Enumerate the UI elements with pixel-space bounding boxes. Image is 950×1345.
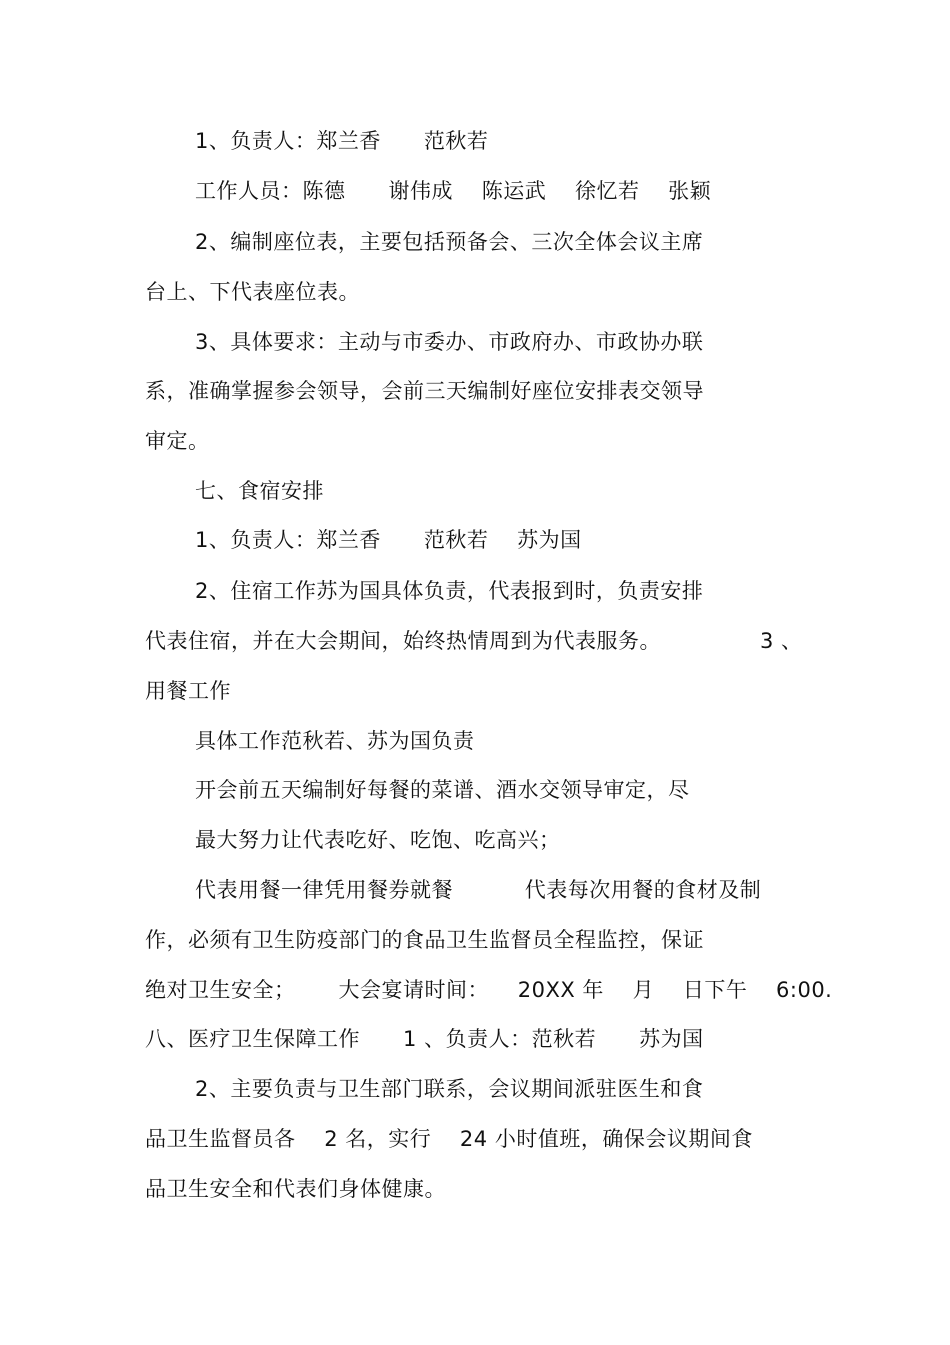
- text-line: 1、负责人：郑兰香 范秋若: [195, 129, 489, 153]
- text-line: 系，准确掌握参会领导，会前三天编制好座位安排表交领导: [145, 379, 704, 403]
- text-line: 具体工作范秋若、苏为国负责: [195, 729, 475, 753]
- text-line: 代表住宿，并在大会期间，始终热情周到为代表服务。: [145, 629, 661, 653]
- text-line: 品卫生监督员各 2 名，实行 24 小时值班，确保会议期间食: [145, 1127, 753, 1151]
- text-line: 最大努力让代表吃好、吃饱、吃高兴；: [195, 828, 561, 852]
- text-line: 代表用餐一律凭用餐券就餐 代表每次用餐的食材及制: [195, 878, 762, 902]
- text-line: 台上、下代表座位表。: [145, 280, 360, 304]
- section-heading: 八、医疗卫生保障工作 1 、负责人：范秋若 苏为国: [145, 1027, 704, 1051]
- section-heading: 七、食宿安排: [195, 479, 324, 503]
- text-line: 1、负责人：郑兰香 范秋若 苏为国: [195, 528, 582, 552]
- text-line: 3、具体要求：主动与市委办、市政府办、市政协办联: [195, 330, 704, 354]
- text-line: 品卫生安全和代表们身体健康。: [145, 1177, 446, 1201]
- text-line: 2、编制座位表，主要包括预备会、三次全体会议主席: [195, 230, 704, 254]
- text-line: 绝对卫生安全； 大会宴请时间： 20XX 年 月 日下午 6:00.: [145, 978, 833, 1002]
- text-line: 3 、: [760, 629, 803, 653]
- text-line: 工作人员：陈德 谢伟成 陈运武 徐忆若 张颖: [195, 179, 712, 203]
- text-line: 2、主要负责与卫生部门联系，会议期间派驻医生和食: [195, 1077, 704, 1101]
- text-line: 开会前五天编制好每餐的菜谱、酒水交领导审定，尽: [195, 778, 690, 802]
- text-line: 用餐工作: [145, 679, 231, 703]
- text-line: 审定。: [145, 429, 210, 453]
- text-line: 作，必须有卫生防疫部门的食品卫生监督员全程监控，保证: [145, 928, 704, 952]
- text-line: 2、住宿工作苏为国具体负责，代表报到时，负责安排: [195, 579, 704, 603]
